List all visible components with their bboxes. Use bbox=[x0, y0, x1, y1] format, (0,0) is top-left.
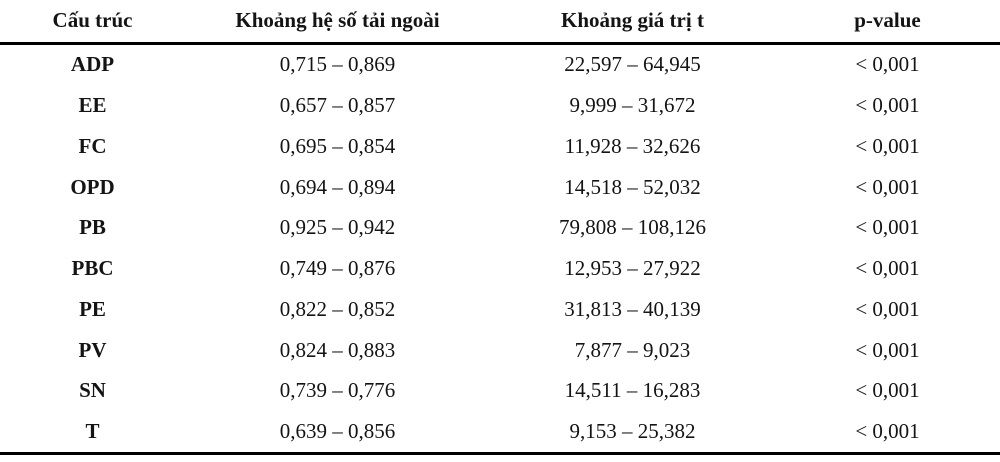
t-range-cell: 11,928 – 32,626 bbox=[564, 133, 701, 158]
table-row bbox=[0, 167, 1000, 208]
structure-cell: ADP bbox=[70, 52, 115, 77]
p-value-cell: < 0,001 bbox=[775, 411, 1000, 453]
loading-range-cell: 0,824 – 0,883 bbox=[279, 337, 396, 362]
p-value-cell: < 0,001 bbox=[855, 256, 920, 281]
table-row bbox=[0, 289, 1000, 330]
structure-cell: EE bbox=[78, 93, 107, 118]
structure-cell: PB bbox=[79, 215, 106, 240]
table-row bbox=[0, 248, 1000, 289]
t-range-cell: 12,953 – 27,922 bbox=[564, 256, 701, 281]
p-value-cell: < 0,001 bbox=[855, 337, 920, 362]
loading-range-cell: 0,739 – 0,776 bbox=[279, 378, 396, 403]
structure-cell: SN bbox=[79, 378, 106, 403]
t-range-cell: 22,597 – 64,945 bbox=[564, 52, 701, 77]
p-value-cell: < 0,001 bbox=[855, 133, 920, 158]
column-header-p-value: p-value bbox=[775, 0, 1000, 43]
t-range-cell: 79,808 – 108,126 bbox=[559, 215, 706, 240]
loading-range-cell: 0,657 – 0,857 bbox=[279, 93, 396, 118]
structure-cell: PBC bbox=[71, 256, 114, 281]
table-row bbox=[0, 85, 1000, 126]
structure-cell: OPD bbox=[70, 174, 115, 199]
structure-cell: PV bbox=[78, 337, 107, 362]
table-header-row bbox=[0, 0, 1000, 43]
structure-cell: PE bbox=[79, 296, 106, 321]
t-range-cell: 7,877 – 9,023 bbox=[574, 337, 691, 362]
table-row bbox=[0, 371, 1000, 412]
p-value-cell: < 0,001 bbox=[855, 52, 920, 77]
column-header-t-value-range: Khoảng giá trị t bbox=[490, 0, 775, 43]
loading-range-cell: 0,749 – 0,876 bbox=[279, 256, 396, 281]
table-row bbox=[0, 43, 1000, 85]
column-header-outer-loading-range: Khoảng hệ số tải ngoài bbox=[185, 0, 490, 43]
loading-range-cell: 0,925 – 0,942 bbox=[279, 215, 396, 240]
loading-range-cell: 0,639 – 0,856 bbox=[185, 411, 490, 453]
structure-cell: FC bbox=[78, 133, 107, 158]
table-row bbox=[0, 208, 1000, 249]
p-value-cell: < 0,001 bbox=[855, 93, 920, 118]
loading-range-cell: 0,715 – 0,869 bbox=[279, 52, 396, 77]
table-row bbox=[0, 126, 1000, 167]
t-range-cell: 9,999 – 31,672 bbox=[569, 93, 696, 118]
loading-range-cell: 0,695 – 0,854 bbox=[279, 133, 396, 158]
table-row bbox=[0, 411, 1000, 453]
p-value-cell: < 0,001 bbox=[855, 378, 920, 403]
p-value-cell: < 0,001 bbox=[855, 215, 920, 240]
table-row bbox=[0, 330, 1000, 371]
structure-cell: T bbox=[0, 411, 185, 453]
p-value-cell: < 0,001 bbox=[855, 296, 920, 321]
t-range-cell: 31,813 – 40,139 bbox=[564, 296, 701, 321]
column-header-structure: Cấu trúc bbox=[0, 0, 185, 43]
loading-range-cell: 0,822 – 0,852 bbox=[279, 296, 396, 321]
t-range-cell: 9,153 – 25,382 bbox=[490, 411, 775, 453]
t-range-cell: 14,511 – 16,283 bbox=[564, 378, 701, 403]
loading-range-cell: 0,694 – 0,894 bbox=[279, 174, 396, 199]
p-value-cell: < 0,001 bbox=[855, 174, 920, 199]
t-range-cell: 14,518 – 52,032 bbox=[564, 174, 701, 199]
